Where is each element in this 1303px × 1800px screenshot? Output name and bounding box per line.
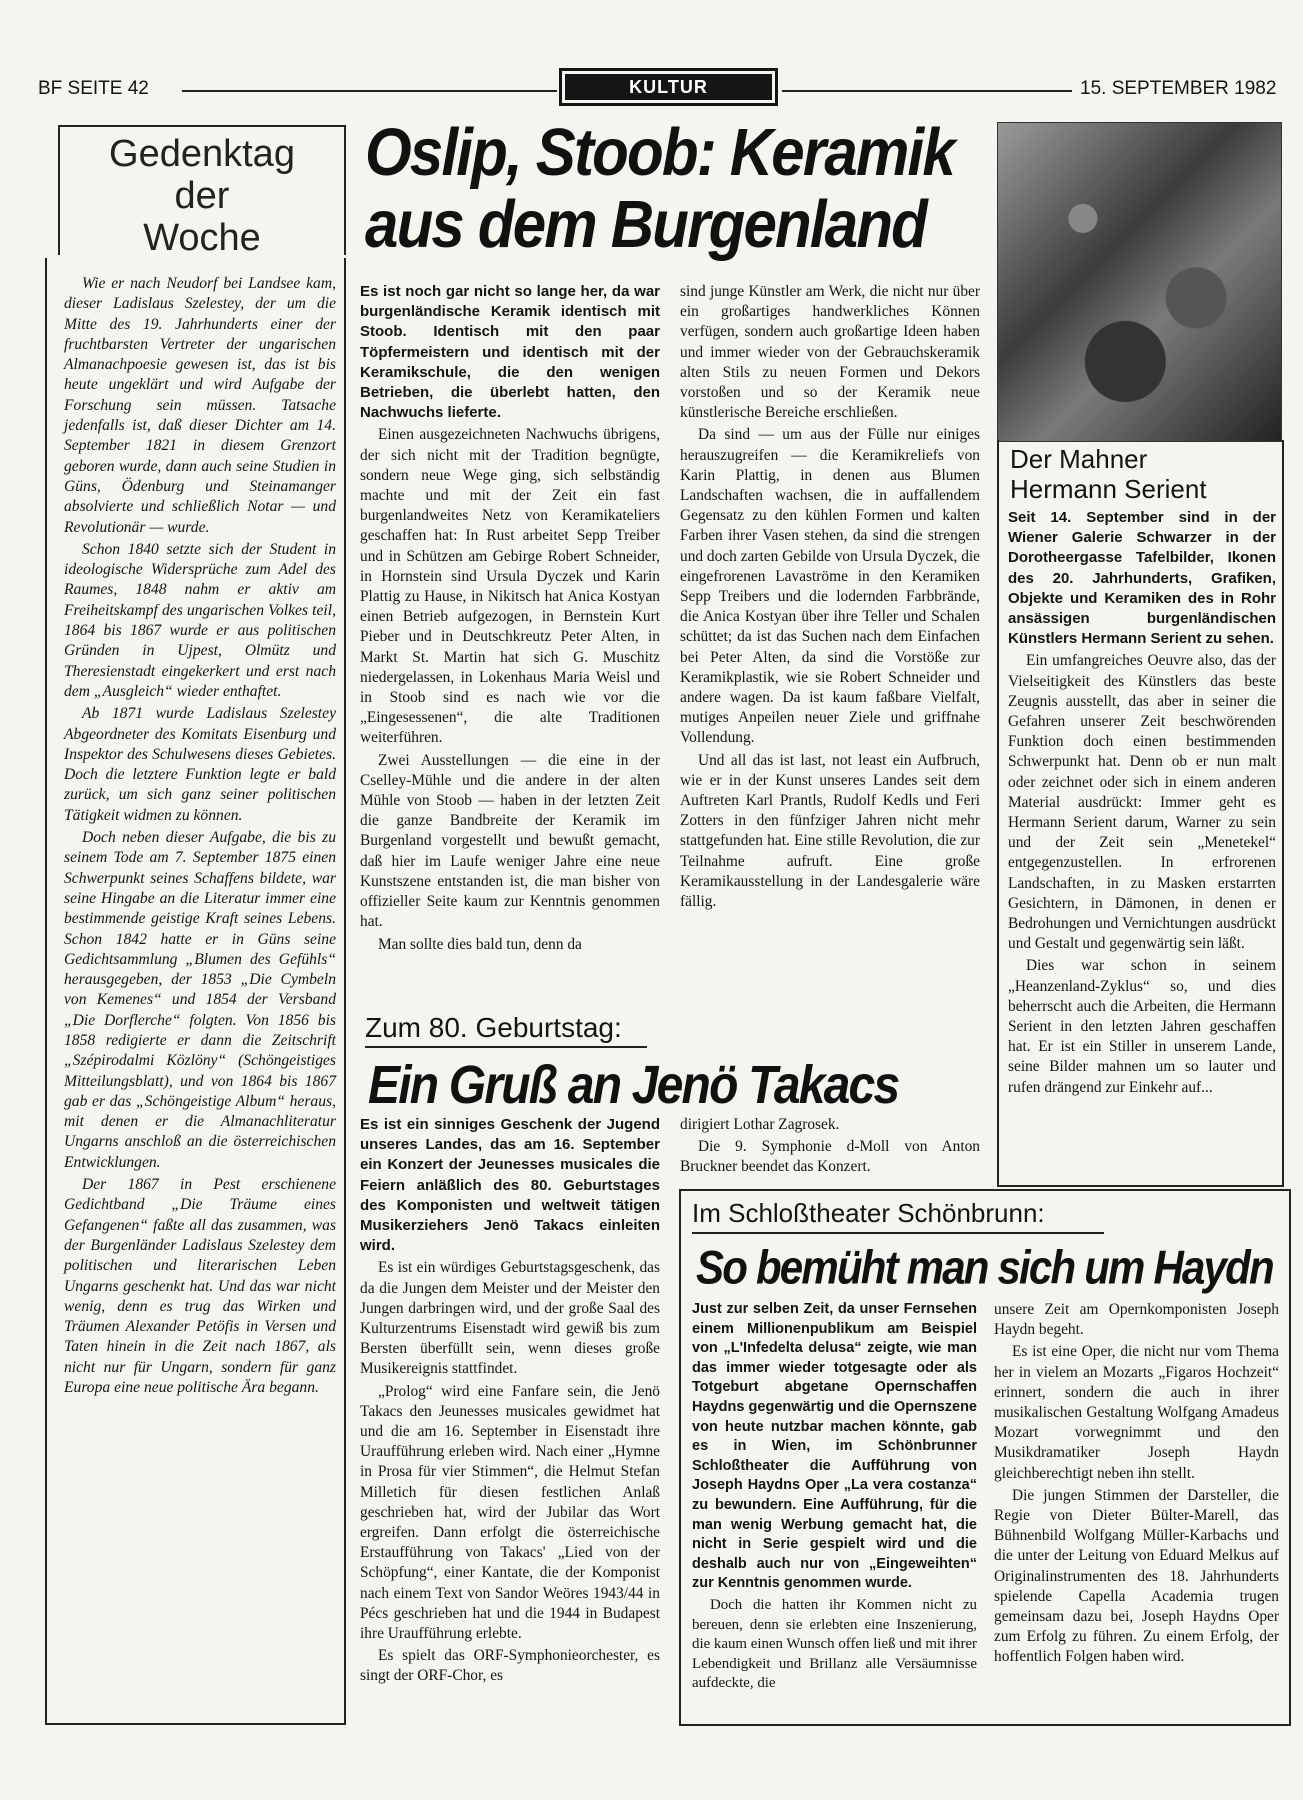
serient-artwork-photo	[997, 122, 1282, 442]
paragraph: Schon 1840 setzte sich der Student in ideologische Widersprüche zum Adel des Raumes, 1848 nahm er aktiv am Freiheitskampf des ungarischen Volkes teil, 1864 bis 1867 wurde er aus politischen Gründen in Ujpest, Olmütz und Theresienstadt eingekerkert und erst nach dem „Ausgleich“ wieder enthaftet.	[64, 540, 336, 700]
mahner-article	[1008, 508, 1276, 1100]
header-rule-left	[182, 90, 557, 92]
takacs-column-2	[680, 1115, 980, 1180]
keramik-lead: Es ist noch gar nicht so lange her, da war burgenländische Keramik identisch mit Stoob. Identisch mit den paar Töpfermeistern und identisch mit der Keramikschule, die den wenigen Betrieben, die überlebt hatten, den Nachwuchs lieferte.	[360, 283, 660, 422]
takacs-kicker: Zum 80. Geburtstag:	[365, 1012, 622, 1043]
gedenktag-title-1: Gedenktag	[109, 133, 295, 175]
haydn-kicker: Im Schloßtheater Schönbrunn:	[692, 1198, 1045, 1228]
paragraph: Ab 1871 wurde Ladislaus Szelestey Abgeordneter des Komitats Eisenburg und Inspektor des Schulwesens dieses Gebietes. Doch die letztere Funktion legte er bald zurück, um sich ganz seiner politischen Tätigkeit widmen zu können.	[64, 705, 336, 824]
mahner-title-2: Hermann Serient	[1010, 474, 1207, 504]
takacs-kicker-rule	[365, 1046, 647, 1048]
haydn-headline: So bemüht man sich um Haydn	[696, 1240, 1273, 1294]
haydn-kicker-rule	[692, 1232, 1104, 1234]
paragraph: Es ist eine Oper, die nicht nur vom Thema her in vielem an Mozarts „Figaros Hochzeit“ erinnert, sondern die auch in ihrer musikalischen Gestaltung Wolfgang Amadeus Mozart vorwegnimmt und den Musikdramatiker Joseph Haydn gleichberechtigt neben ihn stellt.	[994, 1343, 1279, 1482]
page-number: BF SEITE 42	[38, 78, 149, 99]
paragraph: Dies war schon in seinem „Heanzenland-Zyklus“ so, und dies beherrscht auch die Arbeiten, die Hermann Serient in den letzten Jahren geschaffen hat. Er ist ein Stiller in unserem Lande, seine Bilder mahnen um so lauter und rufen drängend zur Einkehr auf...	[1008, 957, 1276, 1096]
paragraph: Ein umfangreiches Oeuvre also, das der Vielseitigkeit des Künstlers das beste Zeugnis ausstellt, das aber in seiner die Gefahren unserer Zeit beschwörenden Funktion doch einen bestimmenden Schwerpunkt hat. Denn ob er nun malt oder zeichnet oder sich in einem anderen Material ausdrückt: Immer geht es Hermann Serient darum, Warner zu sein und der Zeit sein „Menetekel“ entgegenzustellen. In erfrorenen Landschaften, in zu Masken erstarrten Gesichtern, in Dämonen, in denen er Bedrohungen und Vernichtungen ausdrückt und Gestalt und gegenwärtig sein läßt.	[1008, 652, 1276, 953]
haydn-lead: Just zur selben Zeit, da unser Fernsehen einem Millionenpublikum am Beispiel von „L'Infedelta delusa“ zeigte, wie man das immer wieder totgesagte oder als Totgeburt abgetane Opernschaffen Haydns gegenwärtig und die Opernszene von heute nutzbar machen könnte, gab es in Wien, im Schönbrunner Schloßtheater die Aufführung von Joseph Haydns Oper „La vera costanza“ zu bewundern. Eine Aufführung, für die man wenig Werbung gemacht hat, die nicht in Serie gespielt wird und die deshalb auch nur von „Eingeweihten“ zur Kenntnis genommen wurde.	[692, 1301, 977, 1592]
issue-date: 15. SEPTEMBER 1982	[1080, 78, 1277, 99]
paragraph: Wie er nach Neudorf bei Landsee kam, dieser Ladislaus Szelestey, der um die Mitte des 19. Jahrhunderts einer der fruchtbarsten Vertreter der ungarischen Almanachpoesie gewesen ist, das ist bis heute ungeklärt und wird Aufgabe der Forschung sein müssen. Tatsache jedenfalls ist, daß dieser Dichter am 14. September 1821 in diesem Grenzort geboren wurde, dann auch seine Studien in Güns, Ödenburg und Steinamanger absolvierte und schließlich Notar — und Revolutionär — wurde.	[64, 275, 336, 536]
paragraph: Einen ausgezeichneten Nachwuchs übrigens, der sich nicht mit der Tradition begnügte, sondern neue Wege ging, sich selbständig machte und mit der Zeit ein fast burgenlandweites Netz von Keramikateliers geschaffen hat: In Rust arbeitet Sepp Treiber und in Schützen am Gebirge Robert Schneider, in Hornstein sind Ursula Dyczek und Karin Plattig zu Hause, in Nikitsch hat Anica Kostyan einen Betrieb aufgezogen, in Bernstein Kurt Pieber und in Deutschkreutz Peter Alten, in Markt St. Martin hat sich G. Muschitz niedergelassen, in Lokenhaus Maria Weisl und in Stoob sind es nach wie vor die „Eingesessenen“, die alte Traditionen weiterführen.	[360, 426, 660, 747]
paragraph: Und all das ist last, not least ein Aufbruch, wie er in der Kunst unseres Landes seit dem Auftreten Karl Prantls, Rudolf Kedls und Feri Zotters in den fünfziger Jahren nicht mehr stattgefunden hat. Eine stille Revolution, die zur Teilnahme aufruft. Eine große Keramikausstellung in der Landesgalerie wäre fällig.	[680, 751, 980, 911]
gedenktag-title-2: der	[174, 175, 230, 217]
paragraph: Es spielt das ORF-Symphonieorchester, es singt der ORF-Chor, es	[360, 1647, 660, 1685]
gedenktag-title-3: Woche	[143, 217, 261, 259]
paragraph: dirigiert Lothar Zagrosek.	[680, 1116, 840, 1133]
gedenktag-article	[64, 274, 336, 1400]
mahner-title-1: Der Mahner	[1010, 444, 1148, 474]
keramik-headline-1: Oslip, Stoob: Keramik	[365, 114, 954, 190]
paragraph: Die jungen Stimmen der Darsteller, die Regie von Dieter Bülter-Marell, das Bühnenbild Wolfgang Müller-Karbachs und die unter der Leitung von Eduard Melkus auf Originalinstrumenten des 18. Jahrhunderts spielende Capella Academia trugen gemeinsam dazu bei, Joseph Haydns Oper zum Erfolg zu führen. Zu einem Erfolg, der hoffentlich Folgen haben wird.	[994, 1486, 1279, 1666]
takacs-headline: Ein Gruß an Jenö Takacs	[368, 1055, 899, 1116]
paragraph: Der 1867 in Pest erschienene Gedichtband „Die Träume eines Gefangenen“ faßte all das zusammen, was der Burgenländer Ladislaus Szelestey dem politischen und literarischen Leben Ungarns geschenkt hat. Und das war nicht wenig, denn es trug das Wirken und Träumen Alexander Petöfis in Versen und Taten hinein in die Zeit nach 1867, als nicht nur für Ungarn, sondern für ganz Europa eine neue politische Ära begann.	[64, 1176, 336, 1397]
paragraph: Doch neben dieser Aufgabe, die bis zu seinem Tode am 7. September 1875 einen Schwerpunkt seines Schaffens bildete, war seine Hingabe an die Literatur immer eine bestimmende geistige Kraft seines Lebens. Schon 1842 hatte er in Güns seine Gedichtsammlung „Blumen des Gefühls“ herausgegeben, der 1853 „Die Cymbeln von Kemenes“ und 1854 der Versband „Die Dorflerche“ folgten. Von 1856 bis 1858 redigierte er dann die Zeitschrift „Szépirodalmi Közlöny“ (Schöngeistiges Mitteilungsblatt), und von 1864 bis 1867 gab er das „Schöngeistige Album“ heraus, mit denen er die Almanachliteratur Ungarns anschloß an die österreichischen Entwicklungen.	[64, 829, 336, 1171]
takacs-column-1	[360, 1115, 660, 1689]
paragraph: Die 9. Symphonie d-Moll von Anton Bruckner beendet das Konzert.	[680, 1138, 980, 1176]
keramik-column-2	[680, 282, 980, 914]
takacs-lead: Es ist ein sinniges Geschenk der Jugend unseres Landes, das am 16. September ein Konzert der Jeunesses musicales die Feiern anläßlich des 80. Geburtstages des Komponisten und weltweit tätigen Musikerziehers Jenö Takacs einleiten wird.	[360, 1116, 660, 1255]
paragraph: Da sind — um aus der Fülle nur einiges herauszugreifen — die Keramikreliefs von Karin Plattig, in denen aus Blumen Landschaften wachsen, die in auffallendem Gegensatz zu den kühlen Formen und kalten Farben ihrer Vasen stehen, da sind die strengen und doch zarten Gebilde von Ursula Dyczek, die eingefrorenen Lavaströme in den Keramiken Sepp Treibers und die lodernden Farbbrände, die Anica Kostyan über ihre Teller und Schalen schüttet; da ist das Suchen nach dem Einfachen bei Peter Alten, da sind die Vorstöße zur Keramikplastik, wie sie Robert Schneider und andere wagen. Da ist kaum faßbare Vielfalt, mutiges Anpeilen neuer Ziele und griffnahe Vollendung.	[680, 426, 981, 747]
paragraph: Doch die hatten ihr Kommen nicht zu bereuen, denn sie erlebten eine Inszenierung, die kaum einen Wunsch offen ließ und mit ihrer Lebendigkeit und Brillanz alle Versäumnisse aufdeckte, die	[692, 1596, 978, 1692]
header-rule-right	[782, 90, 1072, 92]
gedenktag-title-box	[58, 125, 346, 259]
haydn-column-1	[692, 1300, 977, 1696]
mahner-lead: Seit 14. September sind in der Wiener Galerie Schwarzer in der Dorotheergasse Tafelbilder, Ikonen des 20. Jahrhunderts, Grafiken, Objekte und Keramiken des in Rohr ansässigen burgenländischen Künstlers Hermann Serient zu sehen.	[1008, 509, 1276, 648]
section-label: KULTUR	[565, 74, 772, 100]
haydn-column-2	[994, 1300, 1279, 1670]
paragraph: „Prolog“ wird eine Fanfare sein, die Jenö Takacs den Jeunesses musicales gewidmet hat und die am 16. September in Eisenstadt ihre Uraufführung erleben wird. Nach einer „Hymne in Prosa für vier Stimmen“, die Helmut Stefan Milletich für diesen festlichen Anlaß geschrieben hat, wird der Jubilar das Wort ergreifen. Dann erfolgt die österreichische Erstaufführung von Takacs' „Lied von der Schöpfung“, einer Kantate, die der Komponist nach einem Text von Sandor Weöres 1943/44 in Pécs geschrieben hat und die 1944 in Budapest ihre Uraufführung erlebte.	[360, 1382, 660, 1643]
keramik-headline-2: aus dem Burgenland	[365, 186, 927, 262]
paragraph: sind junge Künstler am Werk, die nicht nur über ein großartiges handwerkliches Können verfügen, sondern auch großartige Ideen haben und immer wieder von der Gebrauchskeramik alten Stils zu neuen Formen und Dekors vorstoßen und so der Keramik neue künstlerische Bereiche erschließen.	[680, 283, 980, 422]
paragraph: Es ist ein würdiges Geburtstagsgeschenk, das da die Jungen dem Meister und der Meister den Jungen darbringen wird, und der große Saal des Kulturzentrums Eisenstadt wird gewiß bis zum Bersten überfüllt sein, wenn dieses große Musikereignis stattfindet.	[360, 1259, 660, 1378]
keramik-column-1	[360, 282, 660, 957]
paragraph: Zwei Ausstellungen — die eine in der Cselley-Mühle und die andere in der alten Mühle von Stoob — haben in der letzten Zeit die ganze Bandbreite der Keramik im Burgenland vorgestellt und bewußt gemacht, daß hier im Laufe weniger Jahre eine neue Kunstszene entstanden ist, die man bisher von offizieller Seite kaum zur Kenntnis genommen hat.	[360, 751, 660, 931]
paragraph: Man sollte dies bald tun, denn da	[378, 935, 582, 953]
paragraph: unsere Zeit am Opernkomponisten Joseph Haydn begeht.	[994, 1301, 1279, 1339]
